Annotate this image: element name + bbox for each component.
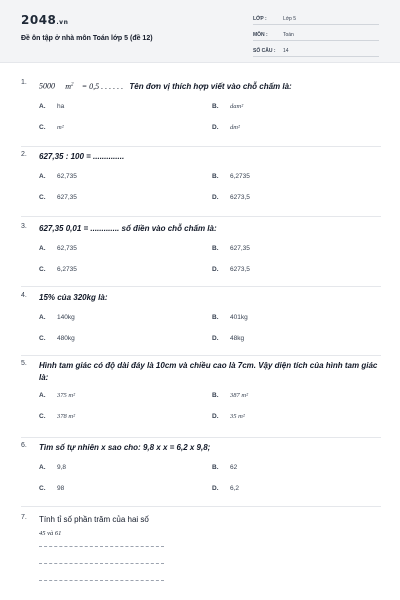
meta-class: LỚP : Lớp 5 bbox=[253, 14, 379, 25]
question-4: 4. 15% của 320kg là: A. 140kg B. 401kg C. 480kg D. 48kg bbox=[21, 292, 248, 342]
meta-subject: MÔN : Toán bbox=[253, 30, 379, 41]
option-c[interactable]: C. 98 bbox=[39, 485, 65, 492]
option-c[interactable]: C. 627,35 bbox=[39, 194, 77, 201]
question-5: 5. Hình tam giác có độ dài đáy là 10cm và chiều cao là 7cm. Vậy diện tích của hình tam giác là: A. 375 m² B. 387 m² C. 378 m² D. 35 m² bbox=[21, 360, 378, 420]
option-a[interactable]: A. 9,8 bbox=[39, 464, 67, 471]
divider bbox=[21, 506, 381, 507]
site-logo[interactable]: 2048.vn bbox=[21, 13, 69, 27]
option-d[interactable]: D. 6273,5 bbox=[212, 266, 250, 273]
option-c[interactable]: C. 480kg bbox=[39, 335, 75, 342]
option-a[interactable]: A. 140kg bbox=[39, 314, 75, 321]
option-b[interactable]: B. 387 m² bbox=[212, 392, 249, 399]
option-b[interactable]: B. 627,35 bbox=[212, 245, 250, 252]
answer-field[interactable]: 45 và 61 bbox=[39, 530, 164, 547]
option-d[interactable]: D. 48kg bbox=[212, 335, 245, 342]
option-b[interactable]: B. 62 bbox=[212, 464, 238, 471]
option-b[interactable]: B. 6,2735 bbox=[212, 173, 250, 180]
option-a[interactable]: A. 62,735 bbox=[39, 173, 77, 180]
question-2: 2. 627,35 : 100 = .............. A. 62,735 B. 6,2735 C. 627,35 D. 6273,5 bbox=[21, 151, 250, 201]
option-b[interactable]: B. 401kg bbox=[212, 314, 248, 321]
option-c[interactable]: C. 6,2735 bbox=[39, 266, 77, 273]
option-d[interactable]: D. 6,2 bbox=[212, 485, 240, 492]
meta-question-count: SỐ CÂU : 14 bbox=[253, 46, 379, 57]
divider bbox=[21, 146, 381, 147]
answer-line[interactable] bbox=[39, 547, 164, 564]
question-7: 7. Tính tỉ số phần trăm của hai số 45 và 61 bbox=[21, 514, 381, 581]
divider bbox=[21, 437, 381, 438]
divider bbox=[21, 355, 381, 356]
answer-line[interactable] bbox=[39, 564, 164, 581]
question-6: 6. Tìm số tự nhiên x sao cho: 9,8 x x = 6,2 x 9,8; A. 9,8 B. 62 C. 98 D. 6,2 bbox=[21, 442, 240, 492]
option-d[interactable]: D. dm² bbox=[212, 123, 240, 131]
divider bbox=[21, 286, 381, 287]
question-3: 3. 627,35 0,01 = ............. số điền vào chỗ chấm là: A. 62,735 B. 627,35 C. 6,2735 D. 6273,5 bbox=[21, 223, 250, 273]
page-title: Đề ôn tập ở nhà môn Toán lớp 5 (đề 12) bbox=[21, 35, 153, 42]
document-header bbox=[0, 0, 400, 63]
divider bbox=[21, 216, 381, 217]
option-b[interactable]: B. dam² bbox=[212, 102, 244, 110]
option-c[interactable]: C. 378 m² bbox=[39, 413, 76, 420]
question-1: 1. 5000 $m^2 = 0,5$ . . . . . . Tên đơn vị thích hợp viết vào chỗ chấm là: A. ha B. dam² C. m² D. dm² bbox=[21, 79, 292, 131]
option-a[interactable]: A. 375 m² bbox=[39, 392, 76, 399]
exam-meta bbox=[253, 14, 379, 62]
option-a[interactable]: A. ha bbox=[39, 102, 65, 110]
option-c[interactable]: C. m² bbox=[39, 123, 64, 131]
option-d[interactable]: D. 35 m² bbox=[212, 413, 245, 420]
option-d[interactable]: D. 6273,5 bbox=[212, 194, 250, 201]
option-a[interactable]: A. 62,735 bbox=[39, 245, 77, 252]
